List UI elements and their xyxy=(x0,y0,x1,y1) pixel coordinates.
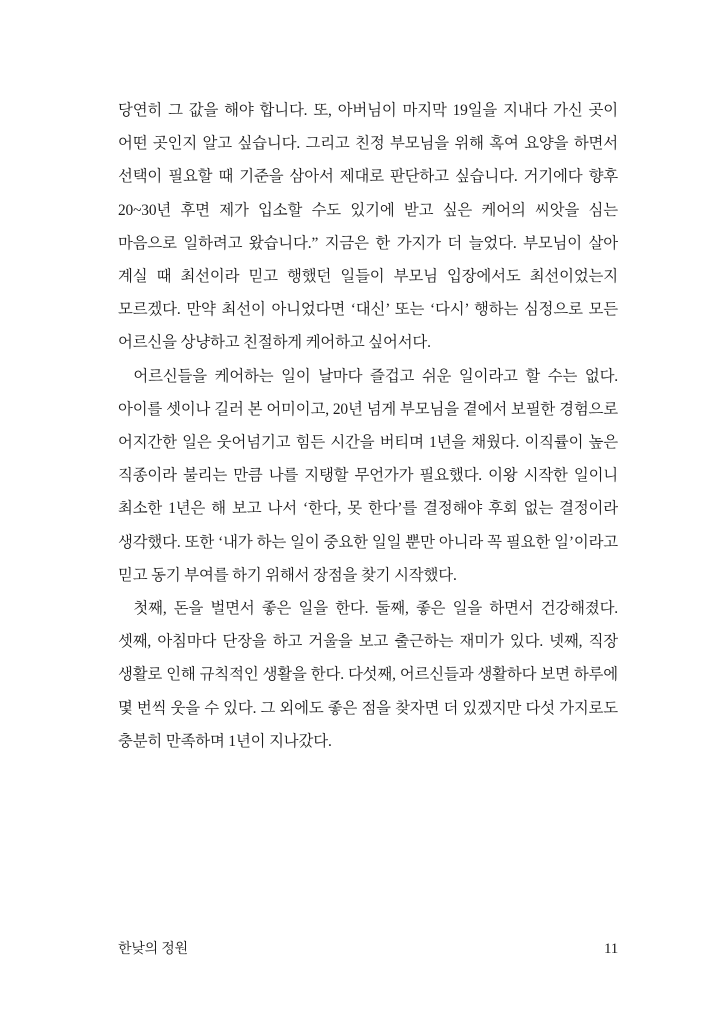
paragraph-1: 당연히 그 값을 해야 합니다. 또, 아버님이 마지막 19일을 지내다 가신 곳이 어떤 곳인지 알고 싶습니다. 그리고 친정 부모님을 위해 혹여 요양을 하면서 선택이 필요할 때 기준을 삼아서 제대로 판단하고 싶습니다. 거기에다 향후 20~30년 후면 제가 입소할 수도 있기에 받고 싶은 케어의 씨앗을 심는 마음으로 일하려고 왔습니다.” 지금은 한 가지가 더 늘었다. 부모님이 살아 계실 때 최선이라 믿고 행했던 일들이 부모님 입장에서도 최선이었는지 모르겠다. 만약 최선이 아니었다면 ‘대신’ 또는 ‘다시’ 행하는 심정으로 모든 어르신을 상냥하고 친절하게 케어하고 싶어서다. xyxy=(118,102,618,352)
running-title: 한낮의 정원 xyxy=(118,942,188,957)
paragraph-3: 첫째, 돈을 벌면서 좋은 일을 한다. 둘째, 좋은 일을 하면서 건강해졌다. 셋째, 아침마다 단장을 하고 거울을 보고 출근하는 재미가 있다. 넷째, 직장 생활로 인해 규칙적인 생활을 한다. 다섯째, 어르신들과 생활하다 보면 하루에 몇 번씩 웃을 수 있다. 그 외에도 좋은 점을 찾자면 더 있겠지만 다섯 가지로도 충분히 만족하며 1년이 지나갔다. xyxy=(118,600,618,750)
page-body xyxy=(118,94,618,758)
page-number: 11 xyxy=(603,941,618,957)
paragraph-2: 어르신들을 케어하는 일이 날마다 즐겁고 쉬운 일이라고 할 수는 없다. 아이를 셋이나 길러 본 어미이고, 20년 넘게 부모님을 곁에서 보필한 경험으로 어지간한 일은 웃어넘기고 힘든 시간을 버티며 1년을 채웠다. 이직률이 높은 직종이라 불리는 만큼 나를 지탱할 무언가가 필요했다. 이왕 시작한 일이니 최소한 1년은 해 보고 나서 ‘한다, 못 한다’를 결정해야 후회 없는 결정이라 생각했다. 또한 ‘내가 하는 일이 중요한 일일 뿐만 아니라 꼭 필요한 일’이라고 믿고 동기 부여를 하기 위해서 장점을 찾기 시작했다. xyxy=(118,367,618,584)
page-footer xyxy=(118,938,618,958)
